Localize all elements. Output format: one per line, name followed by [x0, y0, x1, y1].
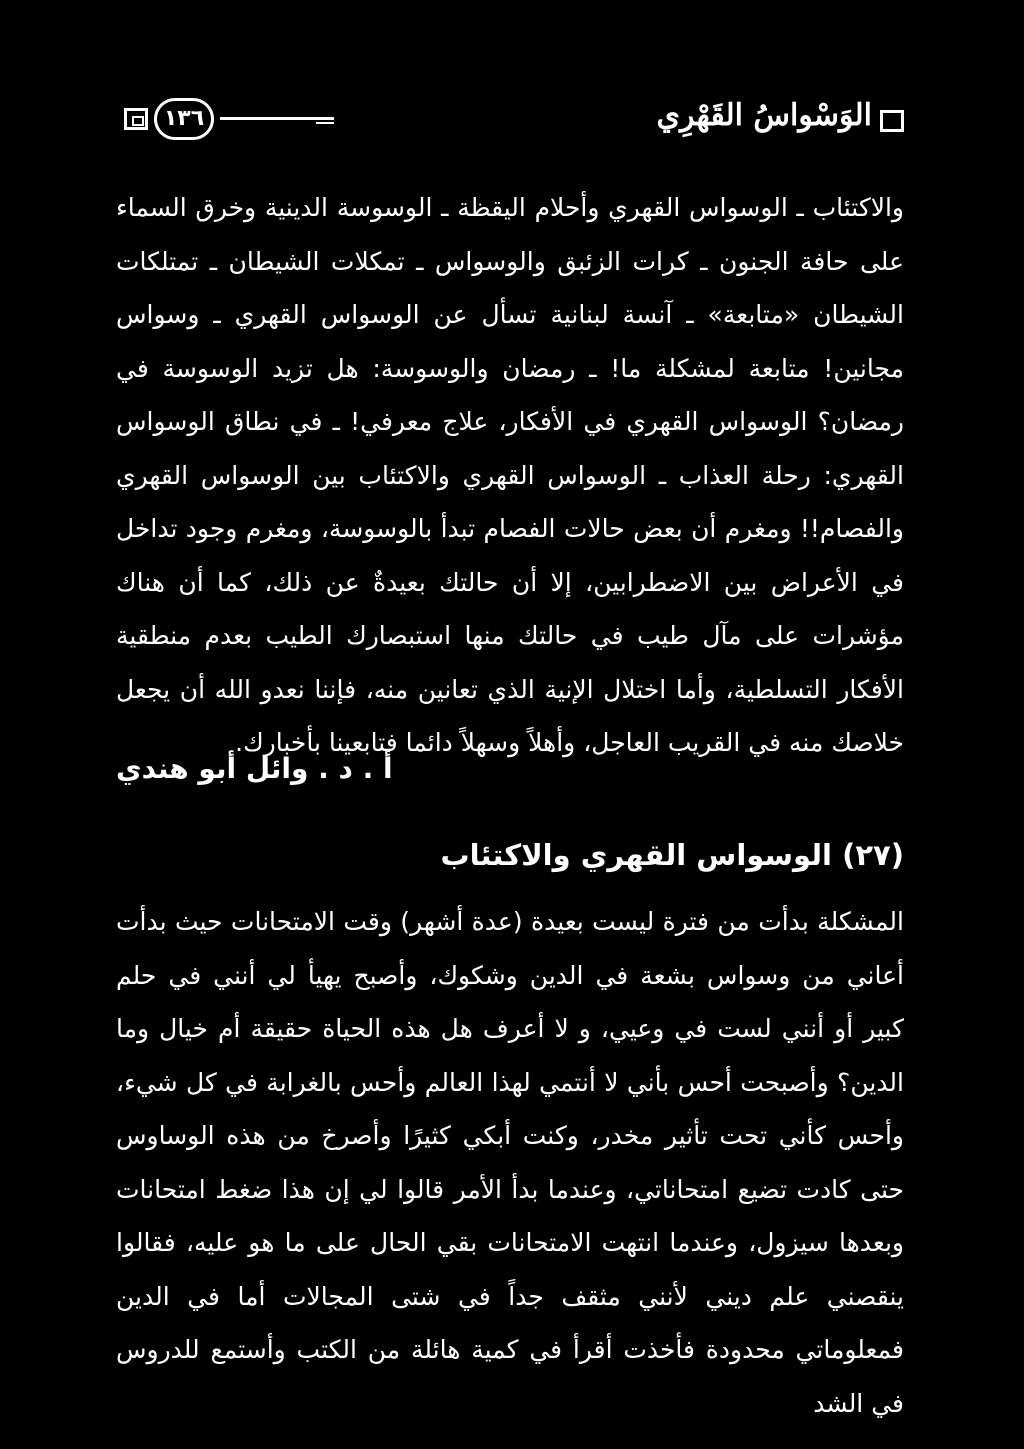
section2-paragraph: المشكلة بدأت من فترة ليست بعيدة (عدة أشهر) وقت الامتحانات حيث بدأت أعاني من وسواس بشعة في الدين وشكوك، وأصبح يهيأ لي أنني في حلم كبير أو أنني لست في وعيي، و لا أعرف هل هذه الحياة حقيقة أم خيال وما الدين؟ وأصبحت أحس بأني لا أنتمي لهذا العالم وأحس بالغرابة في كل شيء، وأحس كأني تحت تأثير مخدر، وكنت أبكي كثيرًا وأصرخ من هذه الوساوس حتى كادت تضيع امتحاناتي، وعندما بدأ الأمر قالوا لي إن هذا ضغط امتحانات وبعدها سيزول، وعندما انتهت الامتحانات بقي الحال على ما هو عليه، فقالوا ينقصني علم ديني لأنني مثقف جداً في شتى المجالات أما في الدين فمعلوماتي محدودة فأخذت أقرأ في كمية هائلة من الكتب وأستمع للدروس في الشد: [116, 907, 904, 1418]
page-number: ١٣٦: [154, 98, 214, 140]
section-heading: (٢٧) الوسواس القهري والاكتئاب: [440, 838, 904, 872]
running-title: الوَسْواسُ القَهْرِي: [656, 98, 872, 133]
header-divider-inner: [316, 122, 334, 124]
author-signature: أ . د . وائل أبو هندي: [116, 752, 393, 785]
ornament-icon: [116, 106, 148, 132]
page-header: [116, 98, 904, 154]
header-divider: [220, 117, 334, 120]
section1-paragraph: والاكتئاب ـ الوسواس القهري وأحلام اليقظة ـ الوسوسة الدينية وخرق السماء على حافة الجنون ـ كرات الزئبق والوسواس ـ تمكلات الشيطان ـ تمتلكات الشيطان «متابعة» ـ آنسة لبنانية تسأل عن الوسواس القهري ـ وسواس مجانين! متابعة لمشكلة ما! ـ رمضان والوسوسة: هل تزيد الوسوسة في رمضان؟ الوسواس القهري في الأفكار، علاج معرفي! ـ في نطاق الوسواس القهري: رحلة العذاب ـ الوسواس القهري والاكتئاب بين الوسواس القهري والفصام!! ومغرم أن بعض حالات الفصام تبدأ بالوسوسة، ومغرم وجود تداخل في الأعراض بين الاضطرابين، إلا أن حالتك بعيدةٌ عن ذلك، كما أن هناك مؤشرات على مآل طيب في حالتك منها استبصارك الطيب بعدم منطقية الأفكار التسلطية، وأما اختلال الإنية الذي تعانين منه، فإننا نعدو الله أن يجعل خلاصك منه في القريب العاجل، وأهلاً وسهلاً دائما فتابعينا بأخبارك.: [116, 193, 904, 757]
ornament-square-icon: [880, 110, 904, 132]
